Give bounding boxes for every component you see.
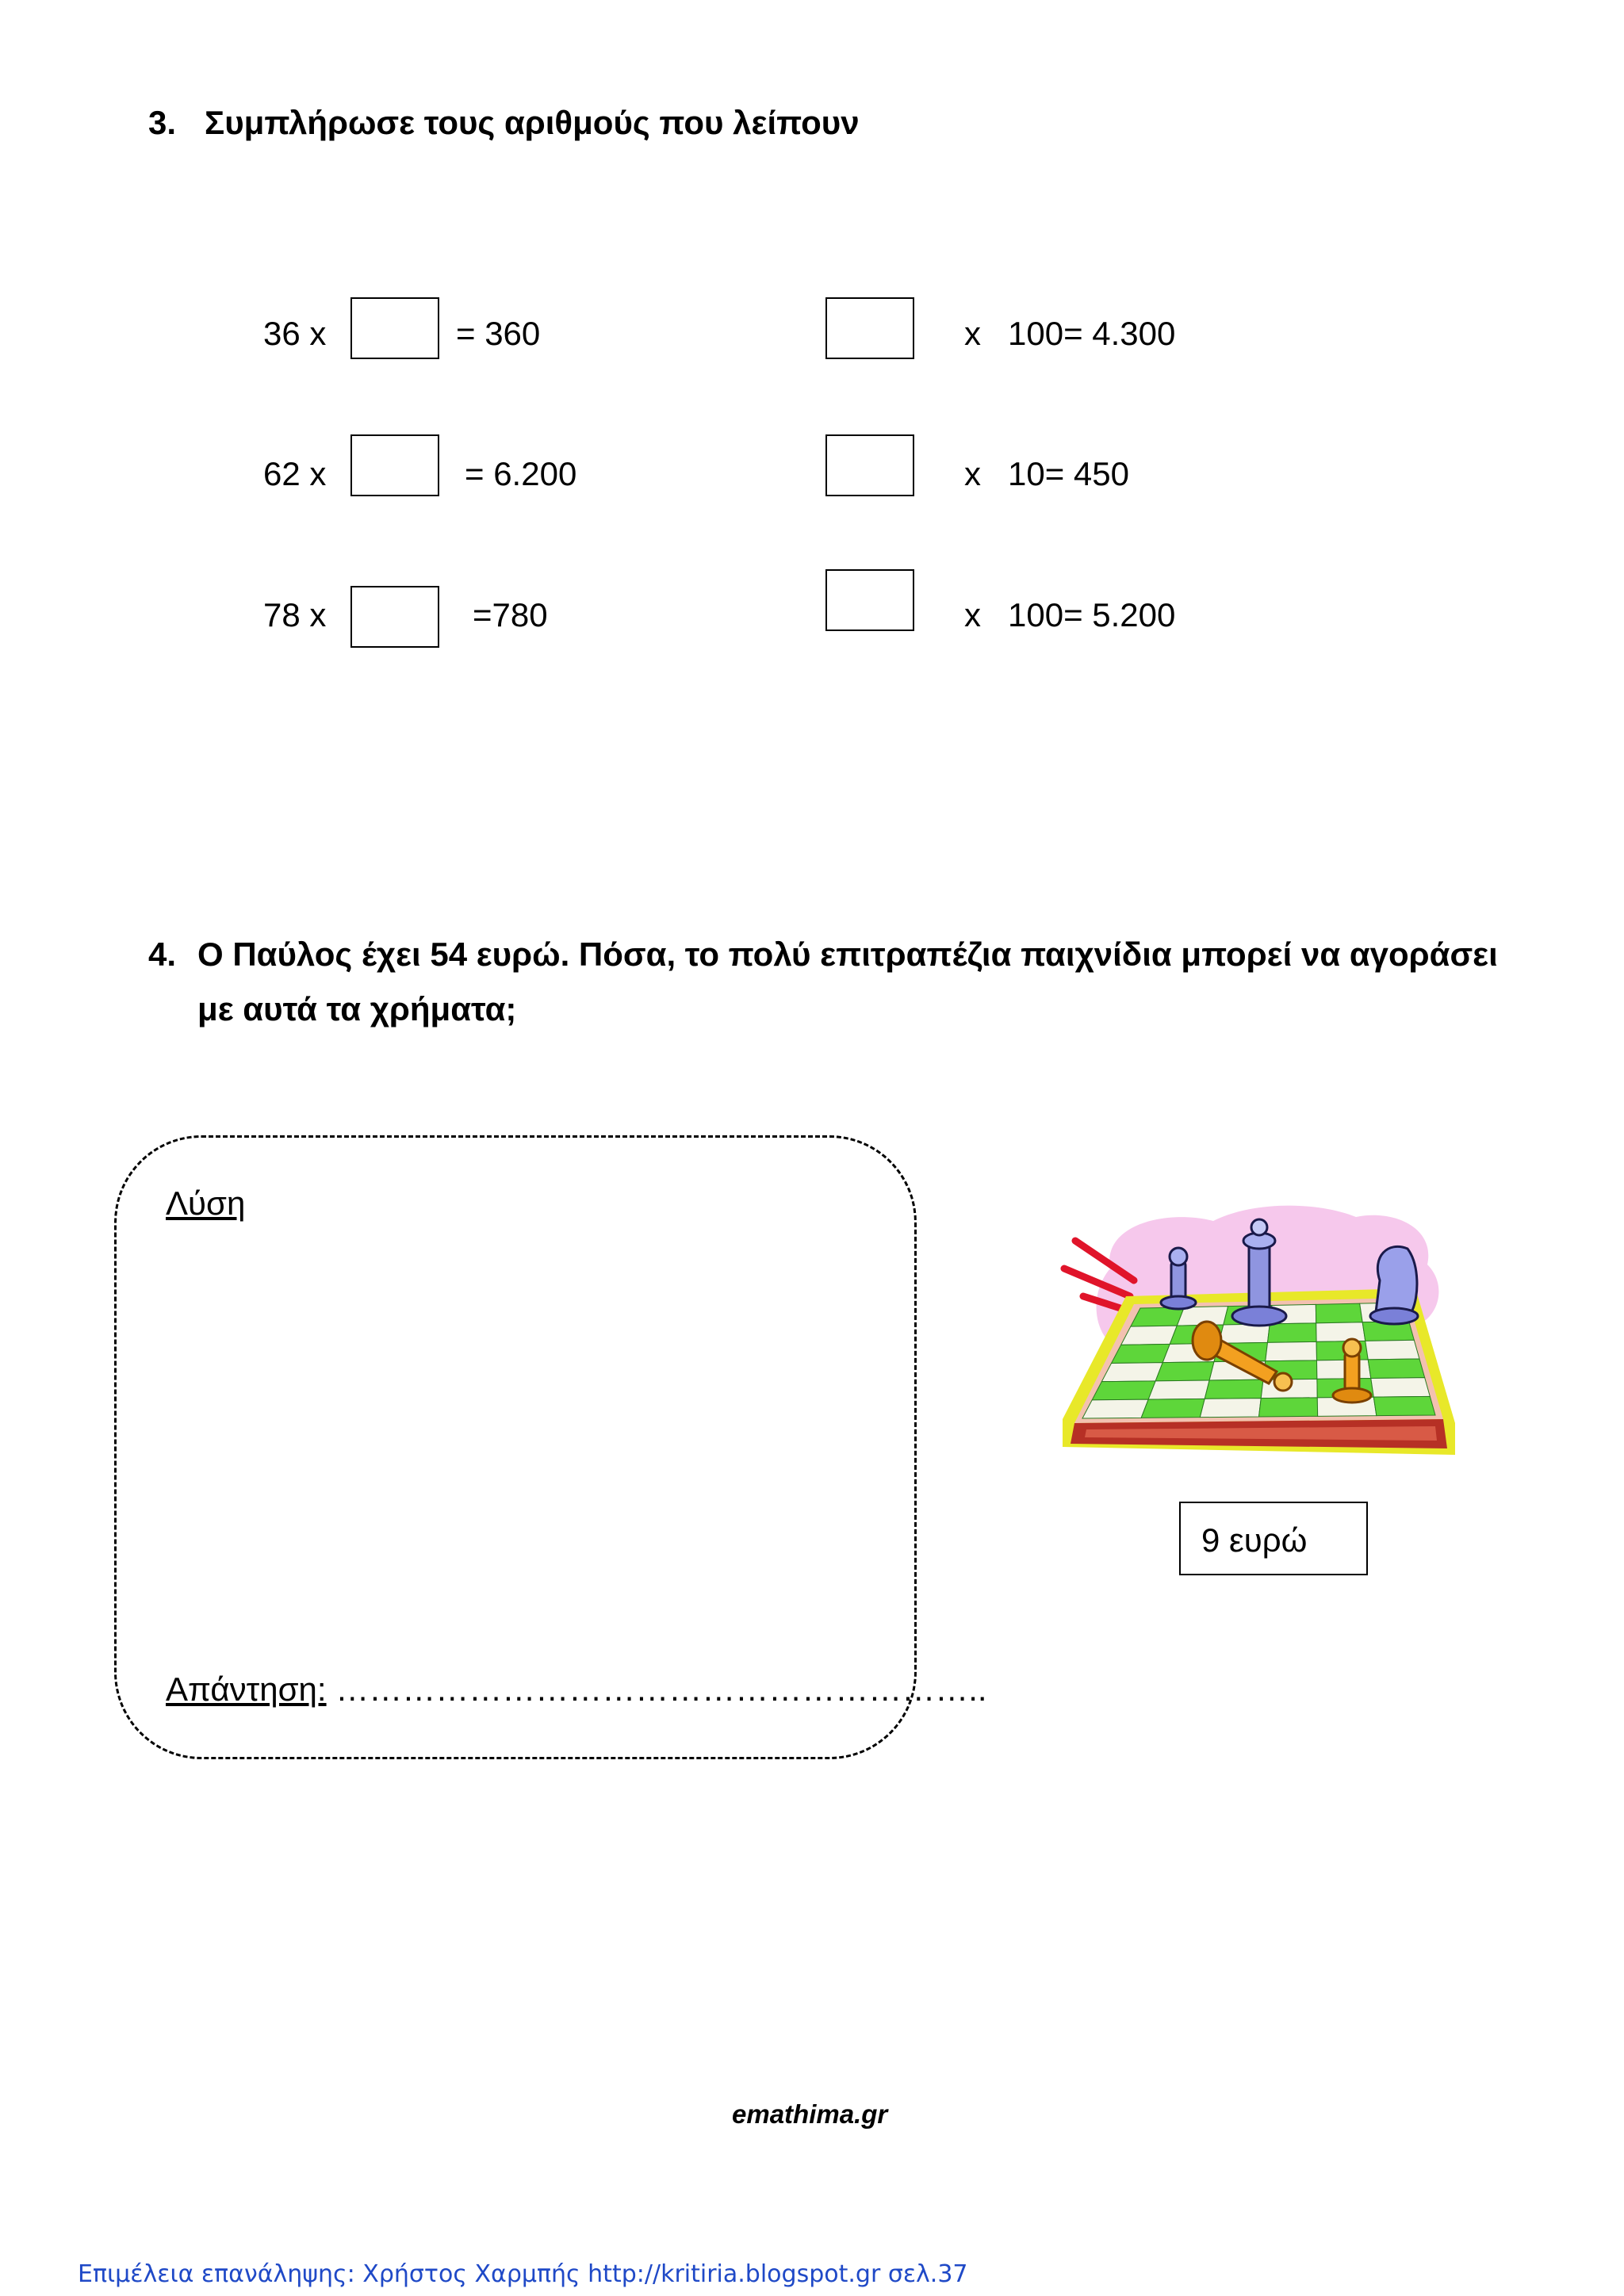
answer-box[interactable] — [825, 569, 914, 631]
answer-label: Απάντηση: — [166, 1670, 327, 1708]
chessboard-icon — [1055, 1193, 1467, 1475]
board-square — [1268, 1323, 1317, 1343]
footer-text: Επιμέλεια επανάληψης: Χρήστος Χαρμπής http://kritiria.blogspot.gr σελ.37 — [78, 2260, 968, 2288]
q3-title: Συμπλήρωσε τους αριθμούς που λείπουν — [205, 104, 860, 141]
solution-area[interactable] — [114, 1135, 917, 1759]
board-square — [1121, 1326, 1178, 1345]
board-square — [1316, 1322, 1365, 1342]
answer-box[interactable] — [350, 297, 439, 359]
answer-dots: ………………………………………………….. — [335, 1670, 987, 1708]
q3-right-rhs: 100= 5.200 — [1008, 596, 1176, 633]
answer-box[interactable] — [825, 297, 914, 359]
board-square — [1373, 1396, 1435, 1415]
board-square — [1112, 1344, 1170, 1363]
board-square — [1259, 1398, 1318, 1417]
board-square — [1200, 1399, 1261, 1418]
board-square — [1148, 1380, 1209, 1399]
q4-line-1: Ο Παύλος έχει 54 ευρώ. Πόσα, το πολύ επιτραπέζια παιχνίδια μπορεί να αγοράσει — [197, 936, 1498, 973]
q3-left-rhs: = 6.200 — [465, 455, 577, 492]
q3-number: 3. — [148, 104, 177, 141]
board-square — [1219, 1324, 1270, 1343]
q3-right-rhs: 100= 4.300 — [1008, 315, 1176, 352]
board-square — [1266, 1341, 1317, 1360]
board-square — [1082, 1399, 1148, 1418]
board-square — [1101, 1363, 1162, 1382]
price-label: 9 ευρώ — [1179, 1502, 1368, 1575]
board-square — [1368, 1359, 1424, 1379]
answer-box[interactable] — [350, 434, 439, 496]
q3-right-op: x — [964, 596, 981, 633]
board-square — [1092, 1381, 1155, 1400]
solution-label: Λύση — [166, 1184, 246, 1222]
q3-right-rhs: 10= 450 — [1008, 455, 1129, 492]
board-square — [1141, 1399, 1205, 1418]
q3-left-rhs: = 360 — [456, 315, 541, 352]
board-square — [1371, 1378, 1431, 1397]
q4-line-2: με αυτά τα χρήματα; — [197, 990, 517, 1027]
q3-left-lhs: 62 x — [263, 455, 327, 492]
board-square — [1205, 1380, 1263, 1399]
q3-left-rhs: =780 — [473, 596, 548, 633]
q3-left-lhs: 36 x — [263, 315, 327, 352]
q4-number: 4. — [148, 936, 177, 973]
brand-text: emathima.gr — [732, 2099, 888, 2129]
board-square — [1155, 1362, 1214, 1381]
board-square — [1316, 1303, 1362, 1323]
q3-right-op: x — [964, 315, 981, 352]
q3-right-op: x — [964, 455, 981, 492]
answer-box[interactable] — [350, 586, 439, 648]
board-square — [1365, 1340, 1419, 1360]
answer-line[interactable] — [166, 1670, 987, 1708]
answer-box[interactable] — [825, 434, 914, 496]
q3-left-lhs: 78 x — [263, 596, 327, 633]
